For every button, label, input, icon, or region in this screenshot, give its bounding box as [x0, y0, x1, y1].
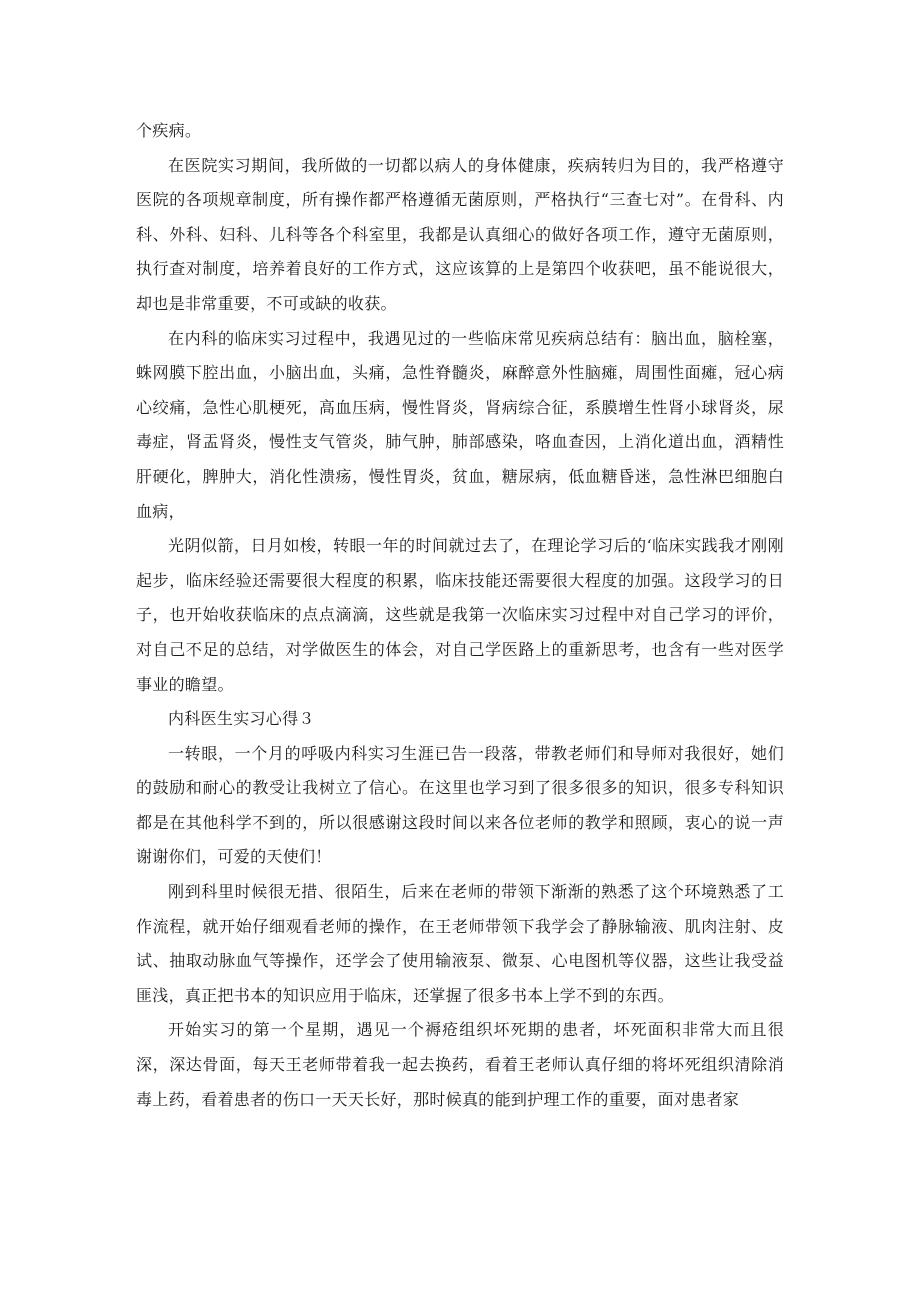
paragraph-common-diseases: 在内科的临床实习过程中，我遇见过的一些临床常见疾病总结有：脑出血，脑栓塞，蛛网膜下腔出血，小脑出血，头痛，急性脊髓炎，麻醉意外性脑瘫，周围性面瘫，冠心病心绞痛，急性心肌梗死，高血压病，慢性肾炎，肾病综合征，系膜增生性肾小球肾炎，尿毒症，肾盂肾炎，慢性支气管炎，肺气肿，肺部感染，咯血查因，上消化道出血，酒精性肝硬化，脾肿大，消化性溃疡，慢性胃炎，贫血，糖尿病，低血糖昏迷，急性淋巴细胞白血病， — [136, 328, 784, 521]
document-body — [136, 114, 784, 1117]
paragraph-reflection: 光阴似箭，日月如梭，转眼一年的时间就过去了，在理论学习后的‘临床实践我才刚刚起步，临床经验还需要很大程度的积累，临床技能还需要很大程度的加强。这段学习的日子，也开始收获临床的点点滴滴，这些就是我第一次临床实习过程中对自己学习的评价，对自己不足的总结，对学做医生的体会，对自己学医路上的重新思考，也含有一些对医学事业的瞻望。 — [136, 536, 784, 694]
section-heading: 内科医生实习心得３ — [168, 709, 315, 729]
paragraph-learning-operations: 刚到科里时候很无措、很陌生，后来在老师的带领下渐渐的熟悉了这个环境熟悉了工作流程，就开始仔细观看老师的操作，在王老师带领下我学会了静脉输液、肌肉注射、皮试、抽取动脉血气等操作，还学会了使用输液泵、微泵、心电图机等仪器，这些让我受益匪浅，真正把书本的知识应用于临床，还掌握了很多书本上学不到的东西。 — [136, 882, 784, 1005]
paragraph-continuation: 个疾病。 — [136, 121, 202, 140]
paragraph-first-week: 开始实习的第一个星期，遇见一个褥疮组织坏死期的患者，坏死面积非常大而且很深，深达骨面，每天王老师带着我一起去换药，看着王老师认真仔细的将坏死组织清除消毒上药，看着患者的伤口一天天长好，那时候真的能到护理工作的重要，面对患者家 — [136, 1020, 784, 1109]
paragraph-hospital-rules: 在医院实习期间，我所做的一切都以病人的身体健康，疾病转归为目的，我严格遵守医院的各项规章制度，所有操作都严格遵循无菌原则，严格执行“三查七对”。在骨科、内科、外科、妇科、儿科等各个科室里，我都是认真细心的做好各项工作，遵守无菌原则，执行查对制度，培养着良好的工作方式，这应该算的上是第四个收获吧，虽不能说很大，却也是非常重要，不可或缺的收获。 — [136, 155, 784, 313]
paragraph-respiratory-internship: 一转眼，一个月的呼吸内科实习生涯已告一段落，带教老师们和导师对我很好，她们的鼓励和耐心的教受让我树立了信心。在这里也学习到了很多很多的知识，很多专科知识都是在其他科学不到的，所以很感谢这段时间以来各位老师的教学和照顾，衷心的说一声谢谢你们，可爱的天使们！ — [136, 743, 784, 867]
